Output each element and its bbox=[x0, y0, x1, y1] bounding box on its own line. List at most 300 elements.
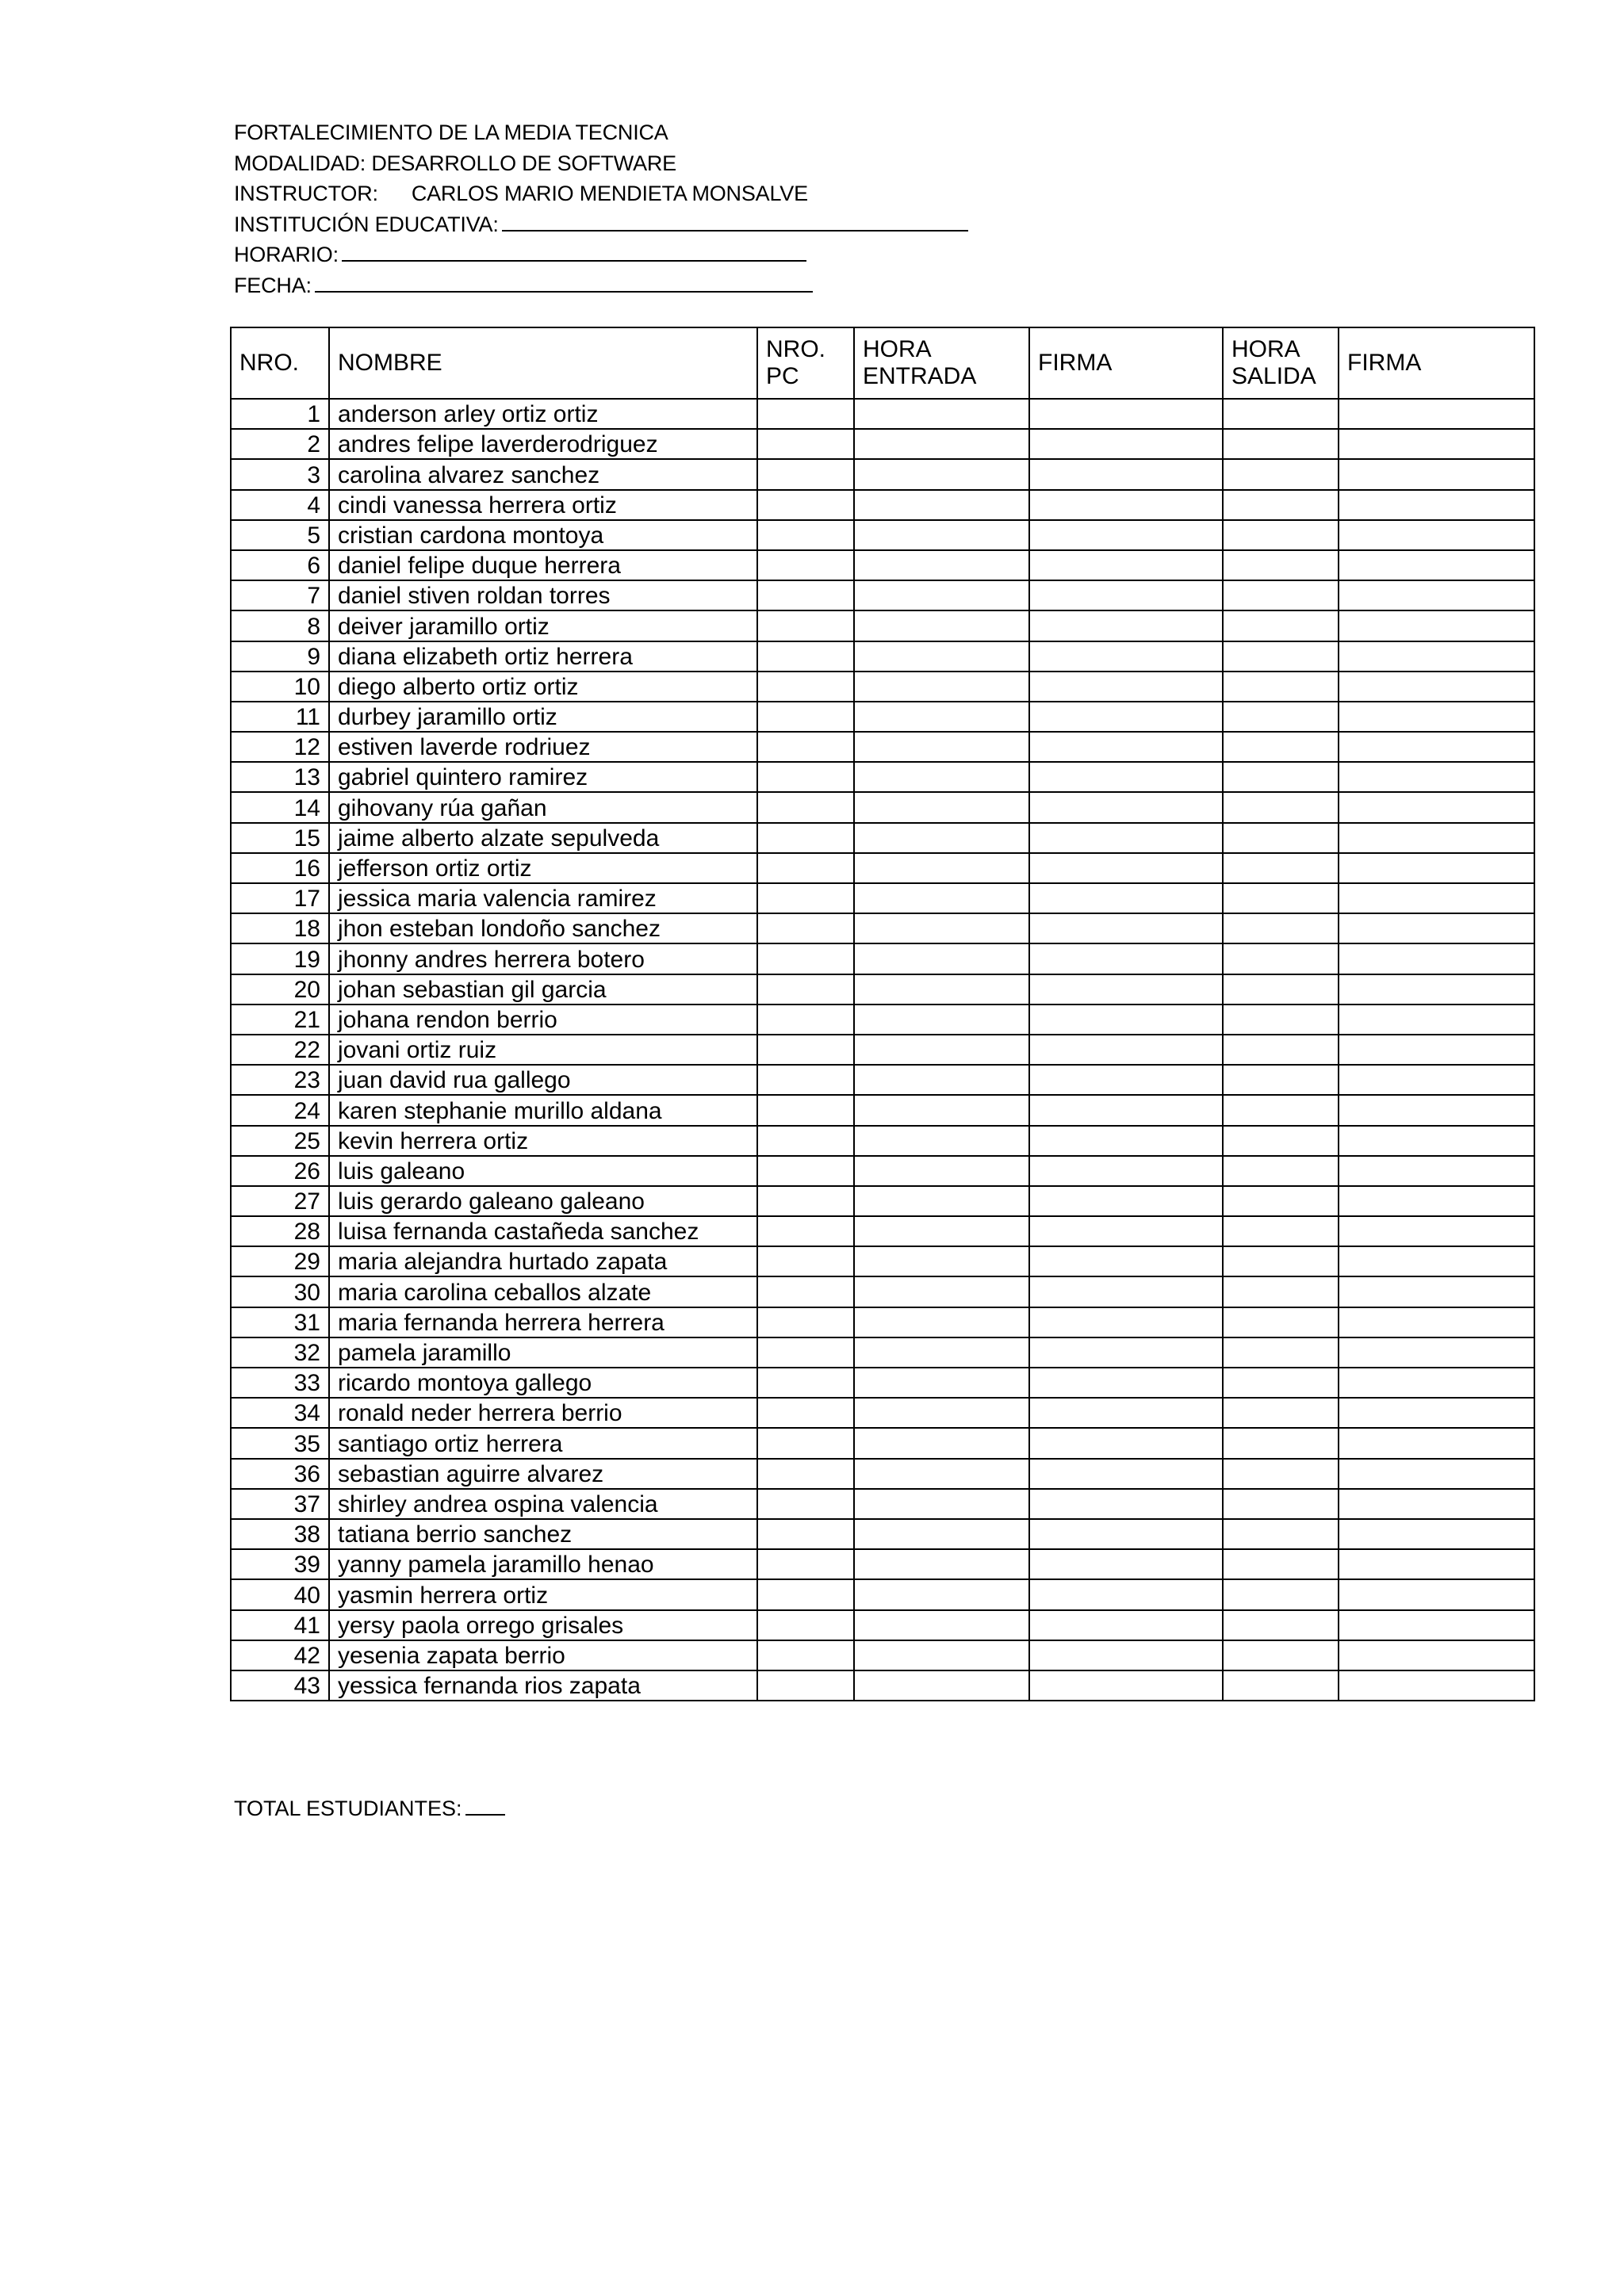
firma-salida-cell bbox=[1339, 1246, 1534, 1276]
hora-entrada-cell bbox=[854, 732, 1029, 762]
firma-salida-cell bbox=[1339, 1065, 1534, 1095]
nro-pc-cell bbox=[757, 429, 854, 459]
hora-salida-cell bbox=[1223, 1398, 1339, 1428]
row-number: 16 bbox=[231, 853, 329, 883]
firma-entrada-cell bbox=[1029, 1398, 1223, 1428]
hora-salida-cell bbox=[1223, 1519, 1339, 1549]
student-name: karen stephanie murillo aldana bbox=[329, 1095, 757, 1125]
student-name: yasmin herrera ortiz bbox=[329, 1579, 757, 1609]
hora-entrada-cell bbox=[854, 823, 1029, 853]
row-number: 19 bbox=[231, 943, 329, 974]
table-row bbox=[231, 1307, 1534, 1337]
firma-entrada-cell bbox=[1029, 580, 1223, 610]
row-number: 12 bbox=[231, 732, 329, 762]
row-number: 39 bbox=[231, 1549, 329, 1579]
hora-salida-cell bbox=[1223, 1065, 1339, 1095]
hora-salida-cell bbox=[1223, 943, 1339, 974]
row-number: 23 bbox=[231, 1065, 329, 1095]
nro-pc-cell bbox=[757, 399, 854, 429]
student-name: maria alejandra hurtado zapata bbox=[329, 1246, 757, 1276]
header-title: FORTALECIMIENTO DE LA MEDIA TECNICA bbox=[234, 121, 668, 144]
row-number: 14 bbox=[231, 792, 329, 822]
firma-entrada-cell bbox=[1029, 1186, 1223, 1216]
hora-salida-cell bbox=[1223, 520, 1339, 550]
row-number: 15 bbox=[231, 823, 329, 853]
student-name: kevin herrera ortiz bbox=[329, 1126, 757, 1156]
hora-entrada-cell bbox=[854, 610, 1029, 641]
row-number: 18 bbox=[231, 913, 329, 943]
hora-salida-cell bbox=[1223, 1307, 1339, 1337]
firma-entrada-cell bbox=[1029, 610, 1223, 641]
horario-blank-line bbox=[342, 241, 806, 262]
hora-entrada-cell bbox=[854, 1670, 1029, 1701]
firma-salida-cell bbox=[1339, 1459, 1534, 1489]
firma-entrada-cell bbox=[1029, 429, 1223, 459]
table-row bbox=[231, 1095, 1534, 1125]
column-header-firma-entrada: FIRMA bbox=[1029, 327, 1223, 399]
table-row bbox=[231, 974, 1534, 1004]
table-row bbox=[231, 1368, 1534, 1398]
hora-entrada-cell bbox=[854, 1337, 1029, 1368]
firma-entrada-cell bbox=[1029, 459, 1223, 489]
table-row bbox=[231, 1670, 1534, 1701]
student-name: diana elizabeth ortiz herrera bbox=[329, 641, 757, 672]
firma-salida-cell bbox=[1339, 1428, 1534, 1458]
hora-entrada-cell bbox=[854, 1156, 1029, 1186]
nro-pc-cell bbox=[757, 520, 854, 550]
student-name: maria fernanda herrera herrera bbox=[329, 1307, 757, 1337]
header-instructor bbox=[234, 178, 968, 209]
row-number: 4 bbox=[231, 490, 329, 520]
hora-entrada-cell bbox=[854, 1186, 1029, 1216]
nro-pc-cell bbox=[757, 1428, 854, 1458]
hora-entrada-cell bbox=[854, 459, 1029, 489]
firma-salida-cell bbox=[1339, 1156, 1534, 1186]
hora-salida-cell bbox=[1223, 1610, 1339, 1640]
firma-entrada-cell bbox=[1029, 943, 1223, 974]
hora-salida-cell bbox=[1223, 672, 1339, 702]
nro-pc-cell bbox=[757, 1398, 854, 1428]
table-row bbox=[231, 520, 1534, 550]
nro-pc-cell bbox=[757, 1459, 854, 1489]
firma-salida-cell bbox=[1339, 399, 1534, 429]
table-row bbox=[231, 610, 1534, 641]
firma-salida-cell bbox=[1339, 702, 1534, 732]
hora-entrada-cell bbox=[854, 1126, 1029, 1156]
firma-salida-cell bbox=[1339, 520, 1534, 550]
row-number: 10 bbox=[231, 672, 329, 702]
firma-salida-cell bbox=[1339, 1640, 1534, 1670]
hora-entrada-cell bbox=[854, 641, 1029, 672]
firma-salida-cell bbox=[1339, 1489, 1534, 1519]
row-number: 37 bbox=[231, 1489, 329, 1519]
horario-label: HORARIO: bbox=[234, 243, 339, 266]
student-name: jessica maria valencia ramirez bbox=[329, 883, 757, 913]
hora-entrada-cell bbox=[854, 1095, 1029, 1125]
hora-salida-cell bbox=[1223, 762, 1339, 792]
column-header-nombre: NOMBRE bbox=[329, 327, 757, 399]
hora-entrada-cell bbox=[854, 520, 1029, 550]
hora-salida-cell bbox=[1223, 732, 1339, 762]
hora-salida-cell bbox=[1223, 1549, 1339, 1579]
table-row bbox=[231, 1276, 1534, 1307]
firma-salida-cell bbox=[1339, 1307, 1534, 1337]
table-row bbox=[231, 1489, 1534, 1519]
row-number: 30 bbox=[231, 1276, 329, 1307]
hora-entrada-cell bbox=[854, 429, 1029, 459]
table-row bbox=[231, 1519, 1534, 1549]
firma-entrada-cell bbox=[1029, 1579, 1223, 1609]
hora-salida-cell bbox=[1223, 1368, 1339, 1398]
column-header-hora-salida: HORA SALIDA bbox=[1223, 327, 1339, 399]
hora-entrada-cell bbox=[854, 913, 1029, 943]
nro-pc-cell bbox=[757, 1276, 854, 1307]
table-row bbox=[231, 913, 1534, 943]
nro-pc-cell bbox=[757, 943, 854, 974]
firma-salida-cell bbox=[1339, 429, 1534, 459]
nro-pc-cell bbox=[757, 913, 854, 943]
student-name: sebastian aguirre alvarez bbox=[329, 1459, 757, 1489]
firma-entrada-cell bbox=[1029, 641, 1223, 672]
nro-pc-cell bbox=[757, 1579, 854, 1609]
firma-entrada-cell bbox=[1029, 1428, 1223, 1458]
table-row bbox=[231, 1428, 1534, 1458]
nro-pc-cell bbox=[757, 1065, 854, 1095]
nro-pc-cell bbox=[757, 1610, 854, 1640]
student-name: santiago ortiz herrera bbox=[329, 1428, 757, 1458]
nro-pc-cell bbox=[757, 1368, 854, 1398]
firma-entrada-cell bbox=[1029, 1610, 1223, 1640]
row-number: 42 bbox=[231, 1640, 329, 1670]
hora-salida-cell bbox=[1223, 1156, 1339, 1186]
row-number: 40 bbox=[231, 1579, 329, 1609]
nro-pc-cell bbox=[757, 1126, 854, 1156]
nro-pc-cell bbox=[757, 883, 854, 913]
hora-salida-cell bbox=[1223, 853, 1339, 883]
nro-pc-cell bbox=[757, 1640, 854, 1670]
firma-entrada-cell bbox=[1029, 1670, 1223, 1701]
hora-salida-cell bbox=[1223, 1489, 1339, 1519]
nro-pc-cell bbox=[757, 580, 854, 610]
total-label: TOTAL ESTUDIANTES: bbox=[234, 1797, 462, 1820]
firma-entrada-cell bbox=[1029, 823, 1223, 853]
student-name: cindi vanessa herrera ortiz bbox=[329, 490, 757, 520]
firma-salida-cell bbox=[1339, 1035, 1534, 1065]
firma-entrada-cell bbox=[1029, 762, 1223, 792]
student-name: cristian cardona montoya bbox=[329, 520, 757, 550]
table-row bbox=[231, 1549, 1534, 1579]
hora-entrada-cell bbox=[854, 1065, 1029, 1095]
nro-pc-cell bbox=[757, 641, 854, 672]
firma-entrada-cell bbox=[1029, 732, 1223, 762]
institucion-blank-line bbox=[502, 211, 968, 232]
student-name: maria carolina ceballos alzate bbox=[329, 1276, 757, 1307]
header-modalidad: MODALIDAD: DESARROLLO DE SOFTWARE bbox=[234, 151, 676, 175]
student-name: daniel stiven roldan torres bbox=[329, 580, 757, 610]
firma-entrada-cell bbox=[1029, 520, 1223, 550]
firma-salida-cell bbox=[1339, 1004, 1534, 1035]
hora-entrada-cell bbox=[854, 1579, 1029, 1609]
student-name: luis gerardo galeano galeano bbox=[329, 1186, 757, 1216]
firma-entrada-cell bbox=[1029, 399, 1223, 429]
table-header-row bbox=[231, 327, 1534, 399]
header-fecha bbox=[234, 270, 968, 301]
nro-pc-cell bbox=[757, 853, 854, 883]
row-number: 6 bbox=[231, 550, 329, 580]
hora-salida-cell bbox=[1223, 1035, 1339, 1065]
row-number: 33 bbox=[231, 1368, 329, 1398]
student-name: estiven laverde rodriuez bbox=[329, 732, 757, 762]
nro-pc-cell bbox=[757, 1489, 854, 1519]
row-number: 25 bbox=[231, 1126, 329, 1156]
hora-entrada-cell bbox=[854, 580, 1029, 610]
firma-salida-cell bbox=[1339, 883, 1534, 913]
student-name: pamela jaramillo bbox=[329, 1337, 757, 1368]
student-name: jovani ortiz ruiz bbox=[329, 1035, 757, 1065]
table-row bbox=[231, 1065, 1534, 1095]
row-number: 9 bbox=[231, 641, 329, 672]
fecha-blank-line bbox=[315, 272, 813, 293]
student-name: yesenia zapata berrio bbox=[329, 1640, 757, 1670]
table-row bbox=[231, 883, 1534, 913]
nro-pc-cell bbox=[757, 490, 854, 520]
table-row bbox=[231, 1186, 1534, 1216]
firma-salida-cell bbox=[1339, 672, 1534, 702]
row-number: 1 bbox=[231, 399, 329, 429]
row-number: 5 bbox=[231, 520, 329, 550]
hora-entrada-cell bbox=[854, 1216, 1029, 1246]
total-estudiantes bbox=[234, 1795, 505, 1821]
hora-salida-cell bbox=[1223, 1246, 1339, 1276]
table-row bbox=[231, 1156, 1534, 1186]
hora-entrada-cell bbox=[854, 974, 1029, 1004]
row-number: 20 bbox=[231, 974, 329, 1004]
hora-entrada-cell bbox=[854, 1610, 1029, 1640]
nro-pc-cell bbox=[757, 1519, 854, 1549]
row-number: 31 bbox=[231, 1307, 329, 1337]
hora-salida-cell bbox=[1223, 1186, 1339, 1216]
document-header bbox=[234, 117, 968, 300]
firma-salida-cell bbox=[1339, 1670, 1534, 1701]
hora-salida-cell bbox=[1223, 1579, 1339, 1609]
table-row bbox=[231, 1004, 1534, 1035]
row-number: 38 bbox=[231, 1519, 329, 1549]
hora-entrada-cell bbox=[854, 490, 1029, 520]
firma-entrada-cell bbox=[1029, 1216, 1223, 1246]
column-header-hora-entrada: HORA ENTRADA bbox=[854, 327, 1029, 399]
firma-salida-cell bbox=[1339, 1610, 1534, 1640]
hora-entrada-cell bbox=[854, 1246, 1029, 1276]
row-number: 8 bbox=[231, 610, 329, 641]
hora-salida-cell bbox=[1223, 610, 1339, 641]
student-name: yanny pamela jaramillo henao bbox=[329, 1549, 757, 1579]
hora-entrada-cell bbox=[854, 1519, 1029, 1549]
row-number: 36 bbox=[231, 1459, 329, 1489]
hora-entrada-cell bbox=[854, 1004, 1029, 1035]
nro-pc-cell bbox=[757, 1337, 854, 1368]
column-header-nro: NRO. bbox=[231, 327, 329, 399]
student-name: diego alberto ortiz ortiz bbox=[329, 672, 757, 702]
hora-salida-cell bbox=[1223, 641, 1339, 672]
firma-salida-cell bbox=[1339, 610, 1534, 641]
hora-entrada-cell bbox=[854, 1307, 1029, 1337]
table-body bbox=[231, 399, 1534, 1701]
hora-salida-cell bbox=[1223, 1276, 1339, 1307]
hora-salida-cell bbox=[1223, 1216, 1339, 1246]
firma-salida-cell bbox=[1339, 550, 1534, 580]
table-row bbox=[231, 1398, 1534, 1428]
hora-entrada-cell bbox=[854, 1489, 1029, 1519]
firma-salida-cell bbox=[1339, 1216, 1534, 1246]
nro-pc-cell bbox=[757, 550, 854, 580]
firma-salida-cell bbox=[1339, 1579, 1534, 1609]
firma-salida-cell bbox=[1339, 1519, 1534, 1549]
student-name: johana rendon berrio bbox=[329, 1004, 757, 1035]
hora-salida-cell bbox=[1223, 399, 1339, 429]
firma-entrada-cell bbox=[1029, 1156, 1223, 1186]
hora-salida-cell bbox=[1223, 490, 1339, 520]
firma-entrada-cell bbox=[1029, 1368, 1223, 1398]
row-number: 13 bbox=[231, 762, 329, 792]
nro-pc-cell bbox=[757, 732, 854, 762]
row-number: 41 bbox=[231, 1610, 329, 1640]
institucion-label: INSTITUCIÓN EDUCATIVA: bbox=[234, 212, 499, 236]
student-name: luis galeano bbox=[329, 1156, 757, 1186]
table-row bbox=[231, 1035, 1534, 1065]
nro-pc-cell bbox=[757, 823, 854, 853]
student-name: jefferson ortiz ortiz bbox=[329, 853, 757, 883]
row-number: 27 bbox=[231, 1186, 329, 1216]
nro-pc-cell bbox=[757, 672, 854, 702]
firma-salida-cell bbox=[1339, 762, 1534, 792]
student-name: andres felipe laverderodriguez bbox=[329, 429, 757, 459]
firma-salida-cell bbox=[1339, 732, 1534, 762]
firma-salida-cell bbox=[1339, 823, 1534, 853]
nro-pc-cell bbox=[757, 1095, 854, 1125]
hora-salida-cell bbox=[1223, 913, 1339, 943]
firma-entrada-cell bbox=[1029, 1337, 1223, 1368]
hora-salida-cell bbox=[1223, 823, 1339, 853]
hora-salida-cell bbox=[1223, 1459, 1339, 1489]
hora-salida-cell bbox=[1223, 1337, 1339, 1368]
hora-entrada-cell bbox=[854, 1549, 1029, 1579]
table-row bbox=[231, 943, 1534, 974]
firma-entrada-cell bbox=[1029, 550, 1223, 580]
hora-salida-cell bbox=[1223, 550, 1339, 580]
firma-entrada-cell bbox=[1029, 1549, 1223, 1579]
row-number: 11 bbox=[231, 702, 329, 732]
nro-pc-cell bbox=[757, 610, 854, 641]
firma-entrada-cell bbox=[1029, 490, 1223, 520]
firma-entrada-cell bbox=[1029, 702, 1223, 732]
hora-entrada-cell bbox=[854, 1459, 1029, 1489]
firma-salida-cell bbox=[1339, 490, 1534, 520]
firma-salida-cell bbox=[1339, 943, 1534, 974]
table-row bbox=[231, 672, 1534, 702]
row-number: 26 bbox=[231, 1156, 329, 1186]
student-name: gihovany rúa gañan bbox=[329, 792, 757, 822]
student-name: shirley andrea ospina valencia bbox=[329, 1489, 757, 1519]
firma-salida-cell bbox=[1339, 1398, 1534, 1428]
row-number: 32 bbox=[231, 1337, 329, 1368]
firma-entrada-cell bbox=[1029, 1276, 1223, 1307]
table-row bbox=[231, 1610, 1534, 1640]
student-name: tatiana berrio sanchez bbox=[329, 1519, 757, 1549]
row-number: 24 bbox=[231, 1095, 329, 1125]
row-number: 34 bbox=[231, 1398, 329, 1428]
firma-salida-cell bbox=[1339, 853, 1534, 883]
hora-salida-cell bbox=[1223, 883, 1339, 913]
hora-entrada-cell bbox=[854, 702, 1029, 732]
hora-salida-cell bbox=[1223, 1670, 1339, 1701]
table-row bbox=[231, 1579, 1534, 1609]
table-row bbox=[231, 1246, 1534, 1276]
nro-pc-cell bbox=[757, 1004, 854, 1035]
firma-entrada-cell bbox=[1029, 974, 1223, 1004]
student-name: yessica fernanda rios zapata bbox=[329, 1670, 757, 1701]
firma-salida-cell bbox=[1339, 792, 1534, 822]
firma-entrada-cell bbox=[1029, 1126, 1223, 1156]
student-name: anderson arley ortiz ortiz bbox=[329, 399, 757, 429]
hora-entrada-cell bbox=[854, 672, 1029, 702]
hora-entrada-cell bbox=[854, 762, 1029, 792]
hora-salida-cell bbox=[1223, 974, 1339, 1004]
table-row bbox=[231, 792, 1534, 822]
firma-entrada-cell bbox=[1029, 1519, 1223, 1549]
table-row bbox=[231, 1640, 1534, 1670]
student-name: durbey jaramillo ortiz bbox=[329, 702, 757, 732]
student-name: daniel felipe duque herrera bbox=[329, 550, 757, 580]
instructor-name: CARLOS MARIO MENDIETA MONSALVE bbox=[411, 182, 808, 205]
table-row bbox=[231, 580, 1534, 610]
firma-entrada-cell bbox=[1029, 883, 1223, 913]
table-row bbox=[231, 399, 1534, 429]
firma-salida-cell bbox=[1339, 1368, 1534, 1398]
table-row bbox=[231, 1459, 1534, 1489]
hora-salida-cell bbox=[1223, 1095, 1339, 1125]
firma-salida-cell bbox=[1339, 1276, 1534, 1307]
firma-salida-cell bbox=[1339, 459, 1534, 489]
table-row bbox=[231, 1337, 1534, 1368]
row-number: 22 bbox=[231, 1035, 329, 1065]
firma-salida-cell bbox=[1339, 913, 1534, 943]
nro-pc-cell bbox=[757, 762, 854, 792]
nro-pc-cell bbox=[757, 1156, 854, 1186]
firma-salida-cell bbox=[1339, 974, 1534, 1004]
row-number: 2 bbox=[231, 429, 329, 459]
firma-entrada-cell bbox=[1029, 1035, 1223, 1065]
row-number: 7 bbox=[231, 580, 329, 610]
student-name: jhon esteban londoño sanchez bbox=[329, 913, 757, 943]
table-row bbox=[231, 641, 1534, 672]
nro-pc-cell bbox=[757, 1035, 854, 1065]
firma-entrada-cell bbox=[1029, 1459, 1223, 1489]
firma-salida-cell bbox=[1339, 641, 1534, 672]
student-name: carolina alvarez sanchez bbox=[329, 459, 757, 489]
firma-entrada-cell bbox=[1029, 853, 1223, 883]
nro-pc-cell bbox=[757, 1670, 854, 1701]
row-number: 21 bbox=[231, 1004, 329, 1035]
hora-salida-cell bbox=[1223, 1004, 1339, 1035]
nro-pc-cell bbox=[757, 1307, 854, 1337]
hora-salida-cell bbox=[1223, 792, 1339, 822]
firma-entrada-cell bbox=[1029, 1489, 1223, 1519]
hora-entrada-cell bbox=[854, 1368, 1029, 1398]
table-row bbox=[231, 429, 1534, 459]
hora-entrada-cell bbox=[854, 1035, 1029, 1065]
hora-entrada-cell bbox=[854, 792, 1029, 822]
hora-entrada-cell bbox=[854, 1640, 1029, 1670]
